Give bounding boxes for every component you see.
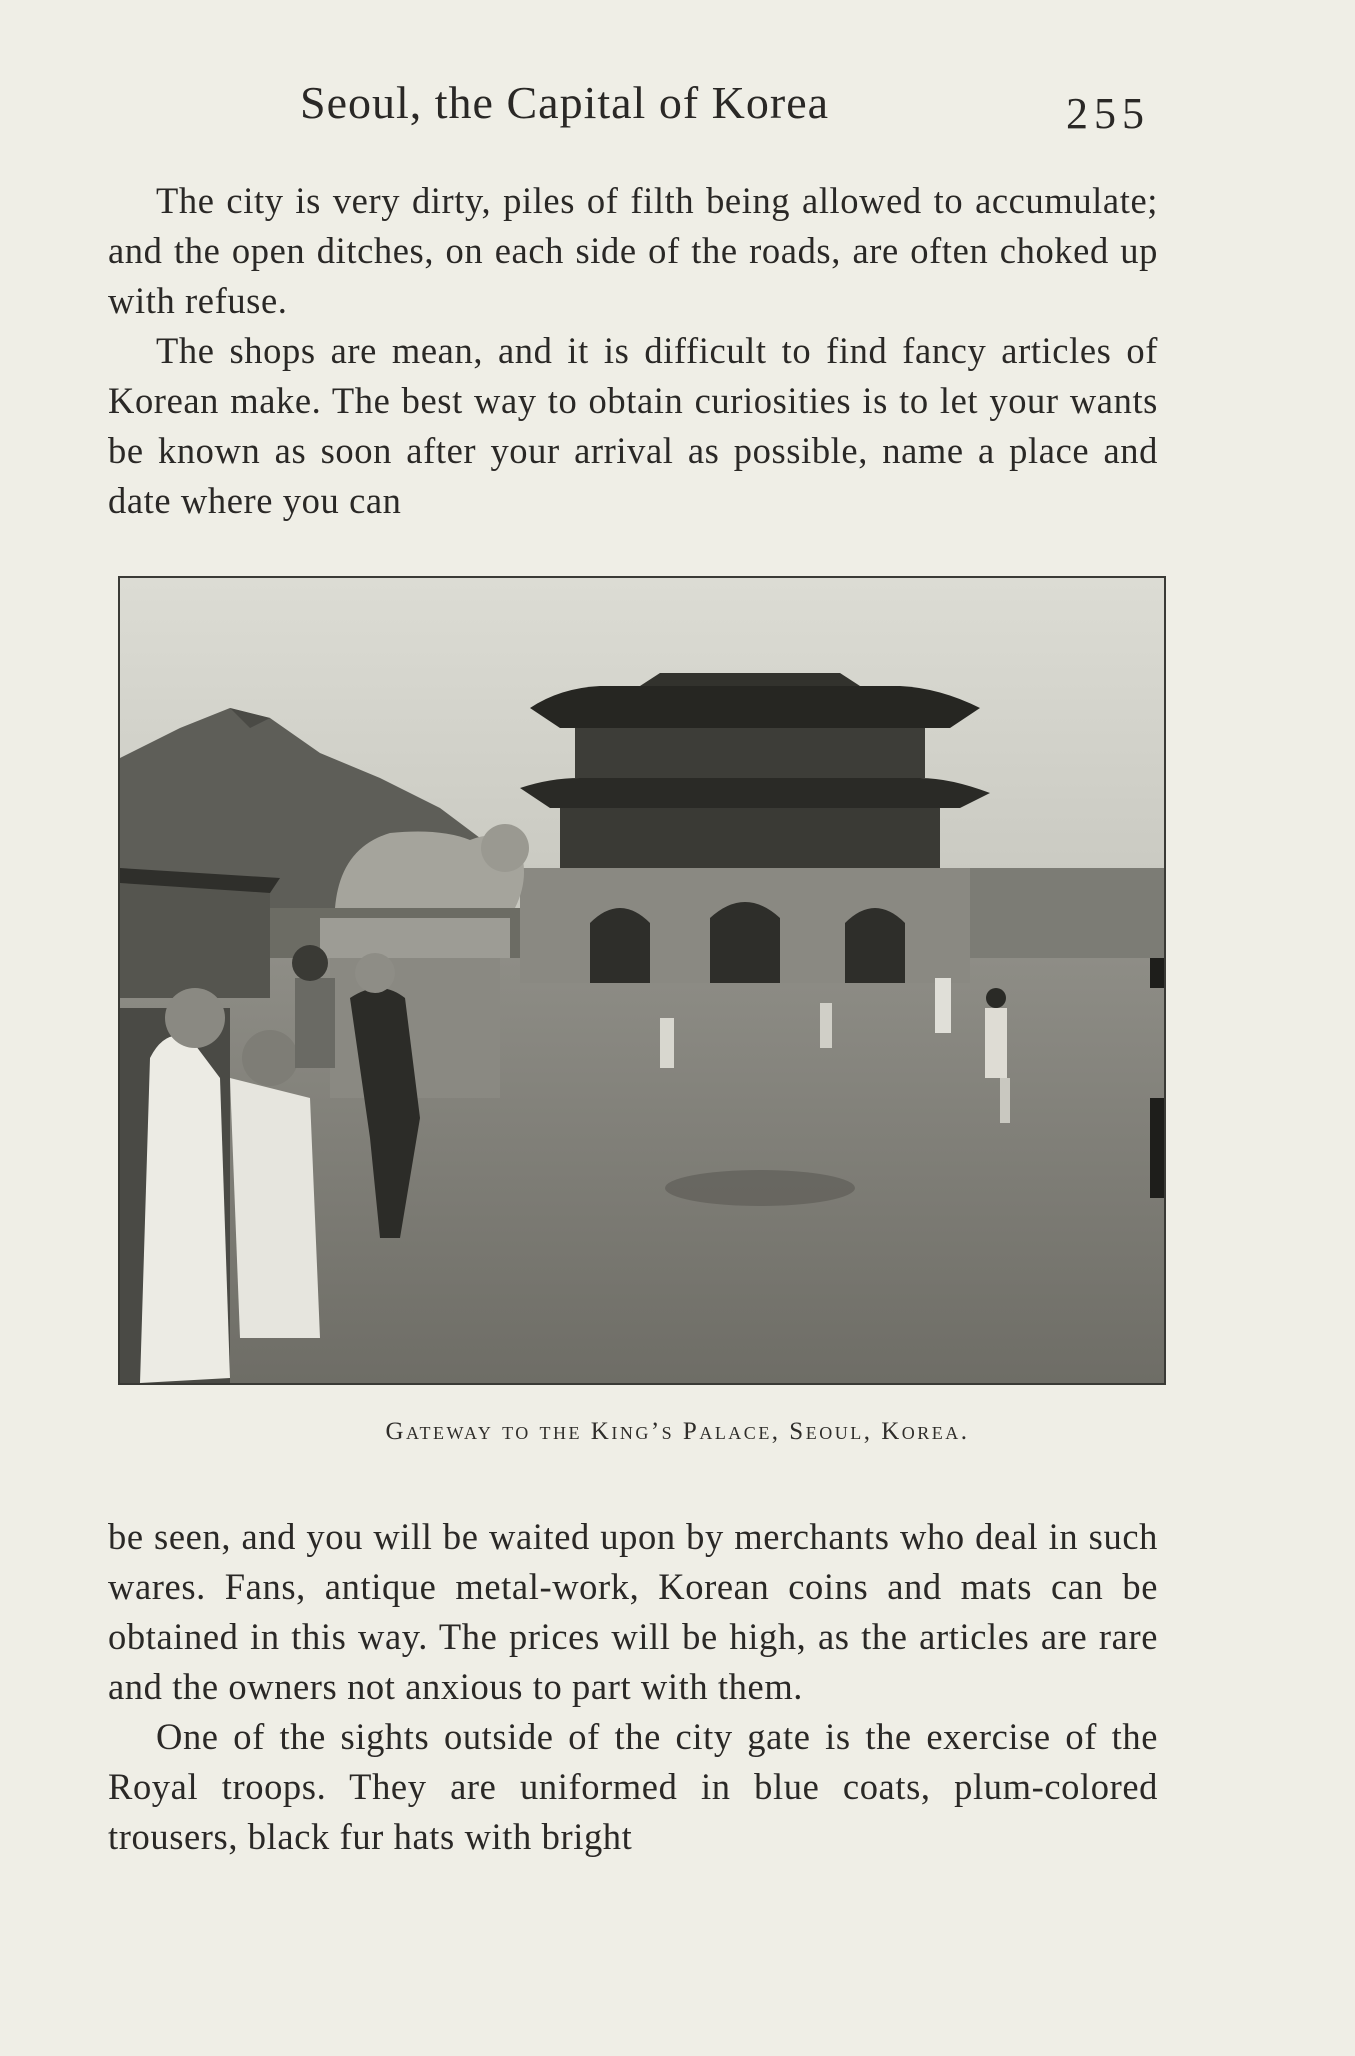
paragraph: The city is very dirty, piles of filth being allowed to accumulate; and the open ditches, on each side of the roads, are often choked up with refuse.	[108, 180, 1158, 321]
photograph-illustration	[120, 578, 1164, 1383]
paragraph: The shops are mean, and it is difficult to find fancy articles of Korean make. The best way to obtain curiosities is to let your wants be known as soon after your arrival as possible, name a place and date where you can	[108, 330, 1158, 521]
text-block-bottom	[108, 1512, 1158, 1862]
running-title: Seoul, the Capital of Korea	[300, 77, 830, 128]
paragraph: One of the sights outside of the city gate is the exercise of the Royal troops. They are uniformed in blue coats, plum-colored trousers, black fur hats with bright	[108, 1716, 1158, 1857]
paragraph: be seen, and you will be waited upon by merchants who deal in such wares. Fans, antique metal-work, Korean coins and mats can be obtained in this way. The prices will be high, as the articles are rare and the owners not anxious to part with them.	[108, 1516, 1158, 1707]
running-head	[300, 76, 1160, 136]
page-number: 255	[1066, 89, 1150, 138]
figure-caption: Gateway to the King’s Palace, Seoul, Korea.	[385, 1418, 970, 1445]
photograph-palace-gateway	[118, 576, 1166, 1385]
text-block-top	[108, 176, 1158, 526]
